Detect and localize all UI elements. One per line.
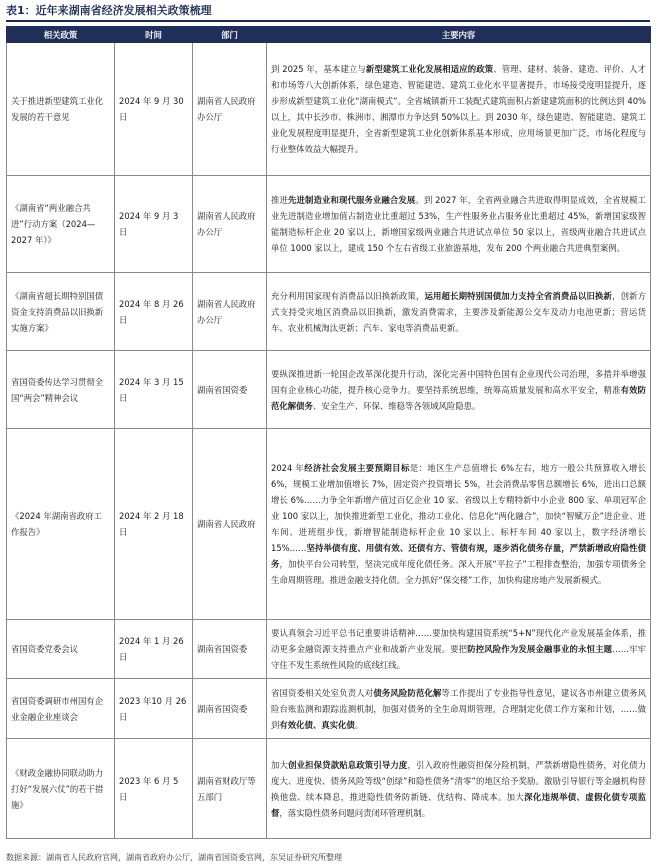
policy-table xyxy=(6,26,651,839)
content-text: 、安全生产、环保、维稳等各领域风险隐患。 xyxy=(312,400,481,411)
emphasized-text: 债务风险防范化解 xyxy=(373,687,442,698)
content-text: 要纵深推进新一轮国企改革深化提升行动，深化完善中国特色国有企业现代公司治理，多措并举增强国有企业核心功能，提升核心竞争力。要坚持系统思维，统筹高质量发展和高水平安全，精准 xyxy=(271,368,646,395)
header-content: 主要内容 xyxy=(267,27,651,43)
content-text: 等工作提出了专业指导性意见，建议各市州建立债务风险台账监测和跟踪监测机制，加强对债务的全生命周期管理，合理制定化债工作方案和计划，……做到 xyxy=(271,687,647,730)
table-row xyxy=(7,739,651,839)
content-cell xyxy=(267,739,651,839)
policy-cell: 《财政金融协同联动助力打好“发展六仗”的若干措施》 xyxy=(7,739,115,839)
time-cell: 2024 年 9 月 3 日 xyxy=(115,176,193,273)
content-cell xyxy=(267,429,651,620)
time-cell: 2023 年10 月 26 日 xyxy=(115,679,193,739)
table-row xyxy=(7,176,651,273)
content-cell xyxy=(267,679,651,739)
policy-cell: 《2024 年湖南省政府工作报告》 xyxy=(7,429,115,620)
table-row xyxy=(7,351,651,429)
department-cell: 湖南省财政厅等五部门 xyxy=(193,739,267,839)
emphasized-text: 有效防范化解债务 xyxy=(271,384,647,411)
content-text: ，创新方式支持受灾地区消费品以旧换新，激发消费需求，主要涉及新能源公交车及动力电池更新；营运货车、农业机械淘汰更新；汽车、家电等消费品更新。 xyxy=(271,290,647,333)
emphasized-text: 新型建筑工业化发展相适应的政策 xyxy=(365,64,494,74)
policy-cell: 省国资委传达学习贯彻全国“两会”精神会议 xyxy=(7,351,115,429)
department-cell: 湖南省国资委 xyxy=(193,351,267,429)
content-cell xyxy=(267,273,651,351)
time-cell: 2024 年 2 月 18 日 xyxy=(115,429,193,620)
content-text: 到 2025 年，基本建立与 xyxy=(271,64,366,74)
department-cell: 湖南省人民政府 xyxy=(193,429,267,620)
time-cell: 2024 年 9 月 30 日 xyxy=(115,43,193,176)
table-row xyxy=(7,620,651,679)
policy-cell: 省国资委调研市州国有企业金融企业座谈会 xyxy=(7,679,115,739)
header-policy: 相关政策 xyxy=(7,27,115,43)
table-title: 表1：近年来湖南省经济发展相关政策梳理 xyxy=(6,4,212,17)
time-cell: 2024 年 3 月 15 日 xyxy=(115,351,193,429)
emphasized-text: 创业担保贷款贴息政策引导力度 xyxy=(288,759,408,770)
content-text: 省国资委相关处室负责人对 xyxy=(271,687,374,698)
table-row xyxy=(7,273,651,351)
table-row xyxy=(7,679,651,739)
department-cell: 湖南省人民政府办公厅 xyxy=(193,43,267,176)
department-cell: 湖南省国资委 xyxy=(193,679,267,739)
table-row xyxy=(7,43,651,176)
policy-cell: 关于推进新型建筑工业化发展的若干意见 xyxy=(7,43,115,176)
content-cell xyxy=(267,43,651,176)
content-cell xyxy=(267,620,651,679)
content-text: 。 xyxy=(354,719,364,730)
emphasized-text: 运用超长期特别国债加力支持全省消费品以旧换新 xyxy=(424,290,613,301)
title-divider xyxy=(6,20,650,22)
emphasized-text: 深化违规举债、虚假化债专项监督 xyxy=(271,791,647,818)
data-source-note: 数据来源：湖南省人民政府官网，湖南省政府办公厅，湖南省国资委官网，东吴证券研究所整理 xyxy=(6,853,342,862)
emphasized-text: 经济社会发展主要预期目标 xyxy=(304,463,410,473)
content-text: 充分利用国家现有消费品以旧换新政策， xyxy=(271,290,425,301)
content-cell xyxy=(267,176,651,273)
content-text: ……牢牢守住不发生系统性风险的底线红线。 xyxy=(271,644,647,670)
department-cell: 湖南省人民政府办公厅 xyxy=(193,176,267,273)
department-cell: 湖南省人民政府办公厅 xyxy=(193,273,267,351)
policy-cell: 《湖南省“两业融合共进”行动方案（2024—2027 年）》 xyxy=(7,176,115,273)
content-text: ，落实隐性债务问题问责闭环管理机制。 xyxy=(279,807,431,818)
content-text: 是：地区生产总值增长 6%左右，地方一般公共预算收入增长 6%，规模工业增加值增长 7%，固定资产投资增长 5%，社会消费品零售总额增长 6%，进出口总额增长 6%……力争全年新增产值过百亿企业 10 家、省级以上专精特新中小企业 800 家、单项冠军企业 100 家以上，加快推进新型工业化，推动工业化、信息化“两化融合”，加快“智赋万企”进企业、进车间、进班组步伐，新增智能制造标杆企业 10 家以上、标杆车间 40 家以上，数字经济增长 15%…… xyxy=(271,463,646,553)
emphasized-text: 有效化债、真实化债 xyxy=(279,719,355,730)
header-department: 部门 xyxy=(193,27,267,43)
content-text: 要认真领会习近平总书记重要讲话精神……要加快构建国资系统“5+N”现代化产业发展基金体系，推动更多金融资源支持重点产业和战新产业发展。要把 xyxy=(271,628,646,654)
time-cell: 2024 年 8 月 26 日 xyxy=(115,273,193,351)
content-text: ，加快平台公司转型，坚决完成年度化债任务。深入开展“平拉子”工程排查整治，加强专项债务全生命周期管理。推进金融支持化债。全力抓好“保交楼”工作，加快构建房地产发展新模式。 xyxy=(271,559,646,585)
table-header-row xyxy=(7,27,651,43)
policy-cell: 省国资委党委会议 xyxy=(7,620,115,679)
content-text: 推进 xyxy=(271,195,288,205)
policy-cell: 《湖南省超长期特别国债资金支持消费品以旧换新实施方案》 xyxy=(7,273,115,351)
emphasized-text: 防控风险作为发展金融事业的永恒主题 xyxy=(467,644,613,654)
content-text: 加大 xyxy=(271,759,289,770)
emphasized-text: 先进制造业和现代服务业融合发展 xyxy=(288,195,416,205)
emphasized-text: 坚持举债有度、用债有效、还债有方、管债有规，逐步消化债务存量，严禁新增政府隐性债务 xyxy=(271,543,646,569)
department-cell: 湖南省国资委 xyxy=(193,620,267,679)
table-row xyxy=(7,429,651,620)
time-cell: 2024 年 1 月 26 日 xyxy=(115,620,193,679)
content-text: ，引入政府性融资担保分险机制，严禁新增隐性债务，对化债力度大、进度快、债务风险等级“创绿”和隐性债务“清零”的地区给予奖励。激励引导银行等金融机构替换他盘、续本降息，推进隐性债务防新链、优结构、降成本。加大 xyxy=(271,759,647,802)
content-text: 2024 年 xyxy=(271,463,305,473)
header-time: 时间 xyxy=(115,27,193,43)
time-cell: 2023 年 6 月 5 日 xyxy=(115,739,193,839)
content-text: 。到 2027 年，全省两业融合共进取得明显成效，全省规模工业先进制造业增加值占制造业比重超过 53%，生产性服务业占服务业比重超过 45%，新增国家级智能制造标杆企业 20 家以上，新增国家级两业融合共进试点单位 50 家以上，省级两业融合共进试点单位 1000 家以上，建成 150 个左右省级工业旅游基地，发布 200 个两业融合共进典型案例。 xyxy=(271,195,647,253)
content-cell xyxy=(267,351,651,429)
content-text: 、管理、建材、装备、建造、评价、人才和市场等八大创新体系，绿色建造、智能建造、建筑工业化水平显著提升，市场接受度明显提升，逐步形成新型建筑工业化“湖南模式”。全省城镇新开工装配式建筑面积占新建建筑面积的比例达到 40%以上，其中长沙市、株洲市、湘潭市力争达到 50%以上。到 2030 年，绿色建造、智能建造、建筑工业化发展程度明显提升，全省新型建筑工业化创新体系基本形成，应用场景更加广泛，市场化程度与行业整体效益大幅提升。 xyxy=(271,64,647,154)
